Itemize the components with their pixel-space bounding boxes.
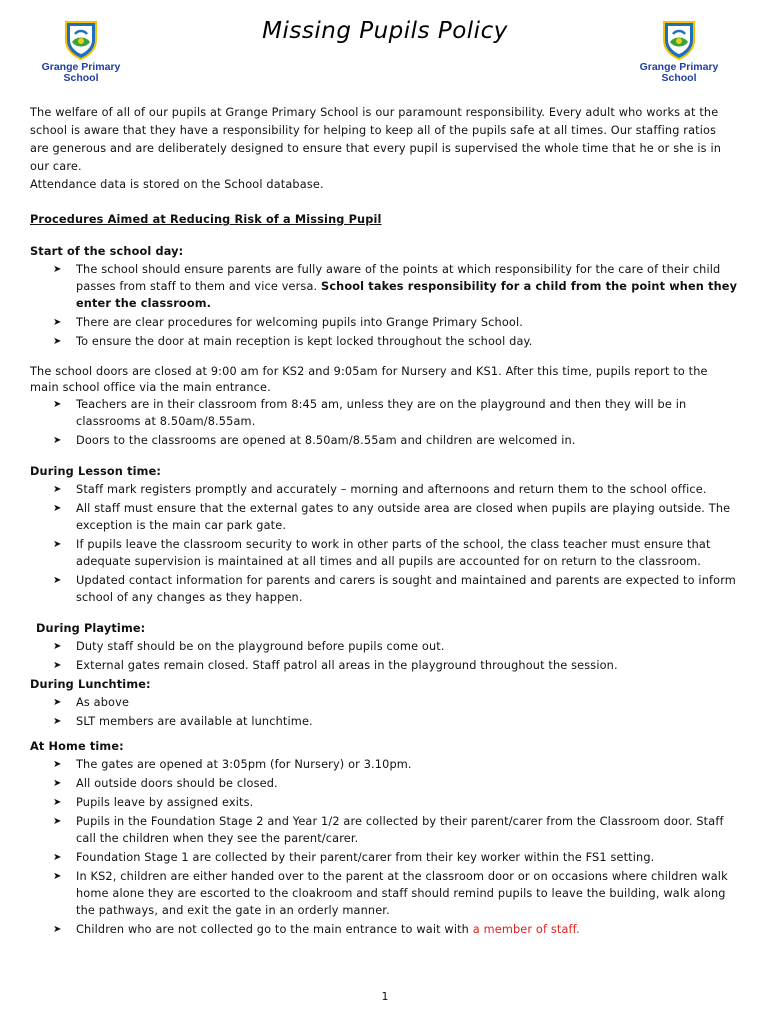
list-item: ➤ To ensure the door at main reception is kept locked throughout the school day. (53, 335, 533, 348)
playtime-heading: During Playtime: (36, 622, 146, 635)
list-item: ➤ In KS2, children are either handed over to the parent at the classroom door or on occasions where children walk home alone they are escorted to the cloakroom and staff should remind pupils to leave the building, walk along the pathways, and exit the gate in an orderly manner. (53, 870, 728, 917)
attendance-note: Attendance data is stored on the School database. (30, 178, 324, 191)
section-title: Procedures Aimed at Reducing Risk of a Missing Pupil (30, 213, 382, 226)
list-item: ➤ If pupils leave the classroom security to work in other parts of the school, the class teacher must ensure that adequate supervision is maintained at all times and all pupils are accounted for on return to the classroom. (53, 538, 711, 568)
doors-paragraph: The school doors are closed at 9:00 am for KS2 and 9:05am for Nursery and KS1. After this time, pupils report to the main school office via the main entrance. (30, 365, 708, 394)
list-item: ➤ Doors to the classrooms are opened at 8.50am/8.55am and children are welcomed in. (53, 434, 576, 447)
arrow-bullet-icon: ➤ (53, 660, 62, 671)
list-item: ➤ Pupils leave by assigned exits. (53, 796, 254, 809)
arrow-bullet-icon: ➤ (53, 575, 62, 586)
arrow-bullet-icon: ➤ (53, 816, 62, 827)
intro-paragraph: The welfare of all of our pupils at Grange Primary School is our paramount responsibility. Every adult who works at the school is aware that they have a responsibility for helping to keep all of the pupils safe at all times. Our staffing ratios are generous and are deliberately designed to ensure that every pupil is supervised the whole time that he or she is in our care. (30, 106, 722, 173)
list-item: ➤ The school should ensure parents are fully aware of the points at which responsibility for the care of their child passes from staff to them and vice versa. School takes responsibility for a child from the point when they enter the classroom. (53, 263, 738, 310)
start-of-day-heading: Start of the school day: (30, 245, 184, 258)
arrow-bullet-icon: ➤ (53, 503, 62, 514)
lunchtime-heading: During Lunchtime: (30, 678, 151, 691)
list-item: ➤ External gates remain closed. Staff patrol all areas in the playground throughout the session. (53, 659, 618, 672)
lesson-time-heading: During Lesson time: (30, 465, 162, 478)
arrow-bullet-icon: ➤ (53, 336, 62, 347)
lesson-time-list (30, 481, 738, 606)
home-time-heading: At Home time: (30, 740, 124, 753)
list-item: ➤ Foundation Stage 1 are collected by their parent/carer from their key worker within the FS1 setting. (53, 851, 655, 864)
list-item: ➤ Teachers are in their classroom from 8:45 am, unless they are on the playground and then they will be in classrooms at 8.50am/8.55am. (53, 398, 687, 428)
arrow-bullet-icon: ➤ (53, 924, 62, 935)
list-item: ➤ There are clear procedures for welcoming pupils into Grange Primary School. (53, 316, 523, 329)
list-item: ➤ Duty staff should be on the playground before pupils come out. (53, 640, 445, 653)
list-item: ➤ As above (53, 696, 130, 709)
arrow-bullet-icon: ➤ (53, 871, 62, 882)
arrow-bullet-icon: ➤ (53, 435, 62, 446)
list-item: ➤ Children who are not collected go to the main entrance to wait with a member of staff. (53, 923, 580, 936)
arrow-bullet-icon: ➤ (53, 778, 62, 789)
arrow-bullet-icon: ➤ (53, 797, 62, 808)
playtime-list (30, 638, 738, 674)
list-item: ➤ SLT members are available at lunchtime. (53, 715, 313, 728)
doors-list (30, 396, 738, 449)
arrow-bullet-icon: ➤ (53, 264, 62, 275)
school-name-left: Grange Primary School (41, 61, 121, 84)
arrow-bullet-icon: ➤ (53, 317, 62, 328)
arrow-bullet-icon: ➤ (53, 852, 62, 863)
page-title: Missing Pupils Policy (262, 18, 508, 44)
page-number: 1 (381, 990, 389, 1003)
school-logo-right (619, 20, 739, 84)
arrow-bullet-icon: ➤ (53, 716, 62, 727)
arrow-bullet-icon: ➤ (53, 539, 62, 550)
lunchtime-list (30, 694, 738, 730)
home-time-list (30, 756, 738, 938)
document-body (30, 104, 738, 940)
list-item: ➤ Pupils in the Foundation Stage 2 and Year 1/2 are collected by their parent/carer from the Classroom door. Staff call the children when they see the parent/carer. (53, 815, 724, 845)
arrow-bullet-icon: ➤ (53, 697, 62, 708)
school-crest-icon (662, 20, 696, 60)
highlighted-text: a member of staff. (472, 923, 580, 936)
school-name-right: Grange Primary School (639, 61, 719, 84)
list-item: ➤ All outside doors should be closed. (53, 777, 278, 790)
list-item: ➤ All staff must ensure that the external gates to any outside area are closed when pupils are playing outside. The exception is the main car park gate. (53, 502, 731, 532)
arrow-bullet-icon: ➤ (53, 399, 62, 410)
arrow-bullet-icon: ➤ (53, 759, 62, 770)
list-item: ➤ Updated contact information for parents and carers is sought and maintained and parents are expected to inform school of any changes as they happen. (53, 574, 736, 604)
arrow-bullet-icon: ➤ (53, 484, 62, 495)
list-item: ➤ The gates are opened at 3:05pm (for Nursery) or 3.10pm. (53, 758, 412, 771)
list-item: ➤ Staff mark registers promptly and accurately – morning and afternoons and return them to the school office. (53, 483, 707, 496)
start-of-day-list (30, 261, 738, 350)
arrow-bullet-icon: ➤ (53, 641, 62, 652)
